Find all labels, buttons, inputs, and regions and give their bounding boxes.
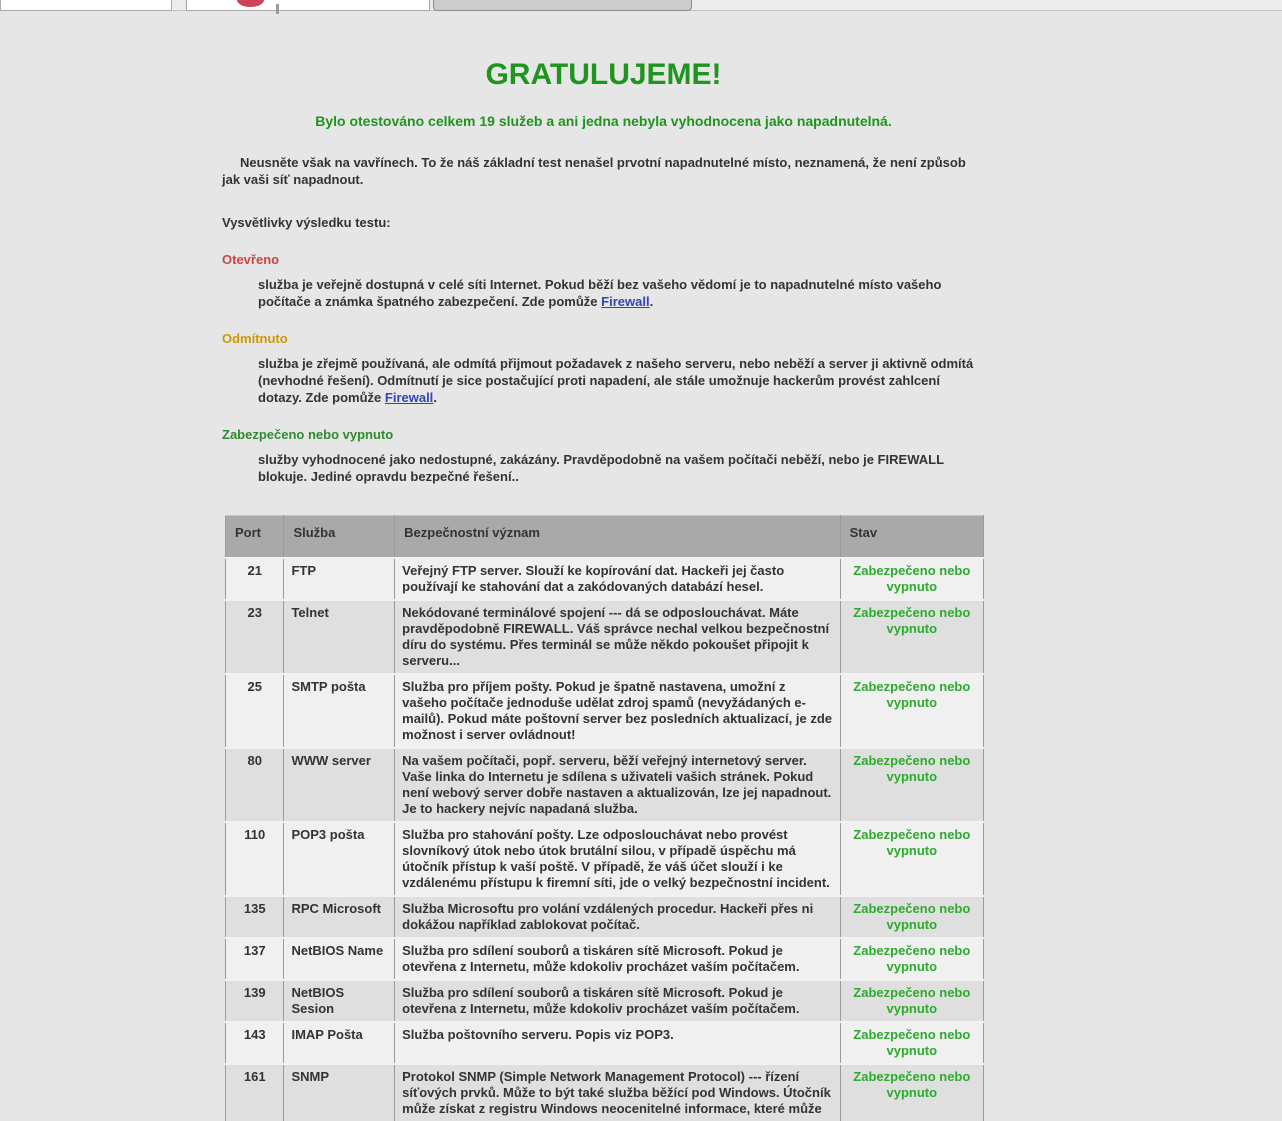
firewall-link-1[interactable]: Firewall xyxy=(601,294,650,309)
browser-chrome-bar xyxy=(0,0,1282,11)
service-cell: FTP xyxy=(284,558,395,600)
description-cell: Služba pro sdílení souborů a tiskáren sítě Microsoft. Pokud je otevřena z Internetu, může kdokoliv procházet vaším počítačem. xyxy=(395,980,840,1022)
header-service: Služba xyxy=(284,516,395,559)
description-cell: Veřejný FTP server. Slouží ke kopírování dat. Hackeři jej často používají ke stahování dat a zakódovaných databází hesel. xyxy=(395,558,840,600)
table-row xyxy=(226,896,984,938)
service-cell: SMTP pošta xyxy=(284,674,395,748)
browser-dropdown-fragment[interactable] xyxy=(433,0,692,11)
status-cell: Zabezpečeno nebo vypnuto xyxy=(840,558,983,600)
status-cell: Zabezpečeno nebo vypnuto xyxy=(840,1064,983,1121)
status-cell: Zabezpečeno nebo vypnuto xyxy=(840,980,983,1022)
header-meaning: Bezpečnostní význam xyxy=(395,516,840,559)
service-cell: NetBIOS Name xyxy=(284,938,395,980)
result-summary: Bylo otestováno celkem 19 služeb a ani jedna nebyla vyhodnocena jako napadnutelná. xyxy=(315,113,892,129)
table-row xyxy=(226,558,984,600)
legend-heading-secured: Zabezpečeno nebo vypnuto xyxy=(222,427,394,442)
legend-title: Vysvětlivky výsledku testu: xyxy=(222,215,391,230)
page-content xyxy=(222,59,985,1121)
status-cell: Zabezpečeno nebo vypnuto xyxy=(840,1022,983,1064)
service-cell: SNMP xyxy=(284,1064,395,1121)
description-cell: Protokol SNMP (Simple Network Management Protocol) --- řízení síťových prvků. Může to být také služba běžící pod Windows. Útočník může získat z registru Windows neocenitelné informace, které může xyxy=(395,1064,840,1121)
port-cell: 23 xyxy=(226,600,284,674)
status-cell: Zabezpečeno nebo vypnuto xyxy=(840,822,983,896)
port-cell: 161 xyxy=(226,1064,284,1121)
port-cell: 139 xyxy=(226,980,284,1022)
description-cell: Nekódované terminálové spojení --- dá se odposlouchávat. Máte pravděpodobně FIREWALL. Váš správce nechal velkou bezpečnostní díru do systému. Přes terminál se může někdo pokoušet připojit k serveru... xyxy=(395,600,840,674)
legend-text-open xyxy=(258,276,985,310)
firewall-link-2[interactable]: Firewall xyxy=(384,390,434,405)
legend-refused-text-after: . xyxy=(433,390,437,405)
legend-refused-text: služba je zřejmě používaná, ale odmítá přijmout požadavek z našeho serveru, nebo neběží a server ji aktivně odmítá (nevhodné řešení). Odmítnutí je sice postačující proti napadení, ale stále umožnuje hackerům provést zahlcení dotazy. Zde pomůže xyxy=(258,356,974,405)
status-cell: Zabezpečeno nebo vypnuto xyxy=(840,938,983,980)
header-port: Port xyxy=(226,516,284,559)
table-row xyxy=(226,980,984,1022)
description-cell: Služba poštovního serveru. Popis viz POP3. xyxy=(395,1022,840,1064)
legend-heading-refused: Odmítnuto xyxy=(222,331,288,346)
service-cell: NetBIOS Sesion xyxy=(284,980,395,1022)
legend-open-text: služba je veřejně dostupná v celé síti Internet. Pokud běží bez vašeho vědomí je to napadnutelné místo vašeho počítače a známka špatného zabezpečení. Zde pomůže xyxy=(258,277,942,309)
port-cell: 135 xyxy=(226,896,284,938)
port-cell: 80 xyxy=(226,748,284,822)
browser-tab-fragment-2[interactable] xyxy=(186,0,430,11)
port-results-table xyxy=(225,515,984,1121)
description-cell: Na vašem počítači, popř. serveru, běží veřejný internetový server. Vaše linka do Internetu je sdílena s uživateli vašich stránek. Pokud není webový server dobře nastaven a aktualizován, lze jej napadnout. Je to hackery nejvíc napadaná služba. xyxy=(395,748,840,822)
status-cell: Zabezpečeno nebo vypnuto xyxy=(840,748,983,822)
status-cell: Zabezpečeno nebo vypnuto xyxy=(840,674,983,748)
service-cell: IMAP Pošta xyxy=(284,1022,395,1064)
text-caret xyxy=(276,4,279,14)
table-row xyxy=(226,748,984,822)
table-row xyxy=(226,1022,984,1064)
service-cell: RPC Microsoft xyxy=(284,896,395,938)
table-header-row xyxy=(226,516,984,559)
page-title: GRATULUJEME! xyxy=(485,58,722,91)
port-cell: 110 xyxy=(226,822,284,896)
description-cell: Služba Microsoftu pro volání vzdálených procedur. Hackeři přes ni dokážou například zablokovat počítač. xyxy=(395,896,840,938)
status-cell: Zabezpečeno nebo vypnuto xyxy=(840,600,983,674)
legend-text-refused xyxy=(258,355,985,406)
port-cell: 137 xyxy=(226,938,284,980)
port-cell: 25 xyxy=(226,674,284,748)
description-cell: Služba pro příjem pošty. Pokud je špatně nastavena, umožní z vašeho počítače jednoduše udělat zdroj spamů (nevyžádaných e-mailů). Pokud máte poštovní server bez posledních aktualizací, je zde možnost i server ovládnout! xyxy=(395,674,840,748)
legend-heading-open: Otevřeno xyxy=(222,252,280,267)
port-cell: 143 xyxy=(226,1022,284,1064)
service-cell: POP3 pošta xyxy=(284,822,395,896)
legend-text-secured: služby vyhodnocené jako nedostupné, zakázány. Pravděpodobně na vašem počítači neběží, nebo je FIREWALL blokuje. Jediné opravdu bezpečné řešení.. xyxy=(258,452,944,484)
description-cell: Služba pro sdílení souborů a tiskáren sítě Microsoft. Pokud je otevřena z Internetu, může kdokoliv procházet vaším počítačem. xyxy=(395,938,840,980)
intro-paragraph: Neusněte však na vavřínech. To že náš základní test nenašel prvotní napadnutelné místo, neznamená, že není způsob jak vaši síť napadnout. xyxy=(222,155,966,187)
service-cell: WWW server xyxy=(284,748,395,822)
table-row xyxy=(226,938,984,980)
table-row xyxy=(226,1064,984,1121)
browser-tab-fragment-1[interactable] xyxy=(0,0,172,11)
table-row xyxy=(226,600,984,674)
table-row xyxy=(226,674,984,748)
status-cell: Zabezpečeno nebo vypnuto xyxy=(840,896,983,938)
port-cell: 21 xyxy=(226,558,284,600)
description-cell: Služba pro stahování pošty. Lze odposlouchávat nebo provést slovníkový útok nebo útok brutální silou, v případě úspěchu má útočník přístup k vaší poště. V případě, že váš účet slouží i ke vzdálenému přístupu k firemní síti, jde o velký bezpečnostní incident. xyxy=(395,822,840,896)
table-row xyxy=(226,822,984,896)
service-cell: Telnet xyxy=(284,600,395,674)
legend-open-text-after: . xyxy=(649,294,654,309)
header-status: Stav xyxy=(840,516,983,559)
